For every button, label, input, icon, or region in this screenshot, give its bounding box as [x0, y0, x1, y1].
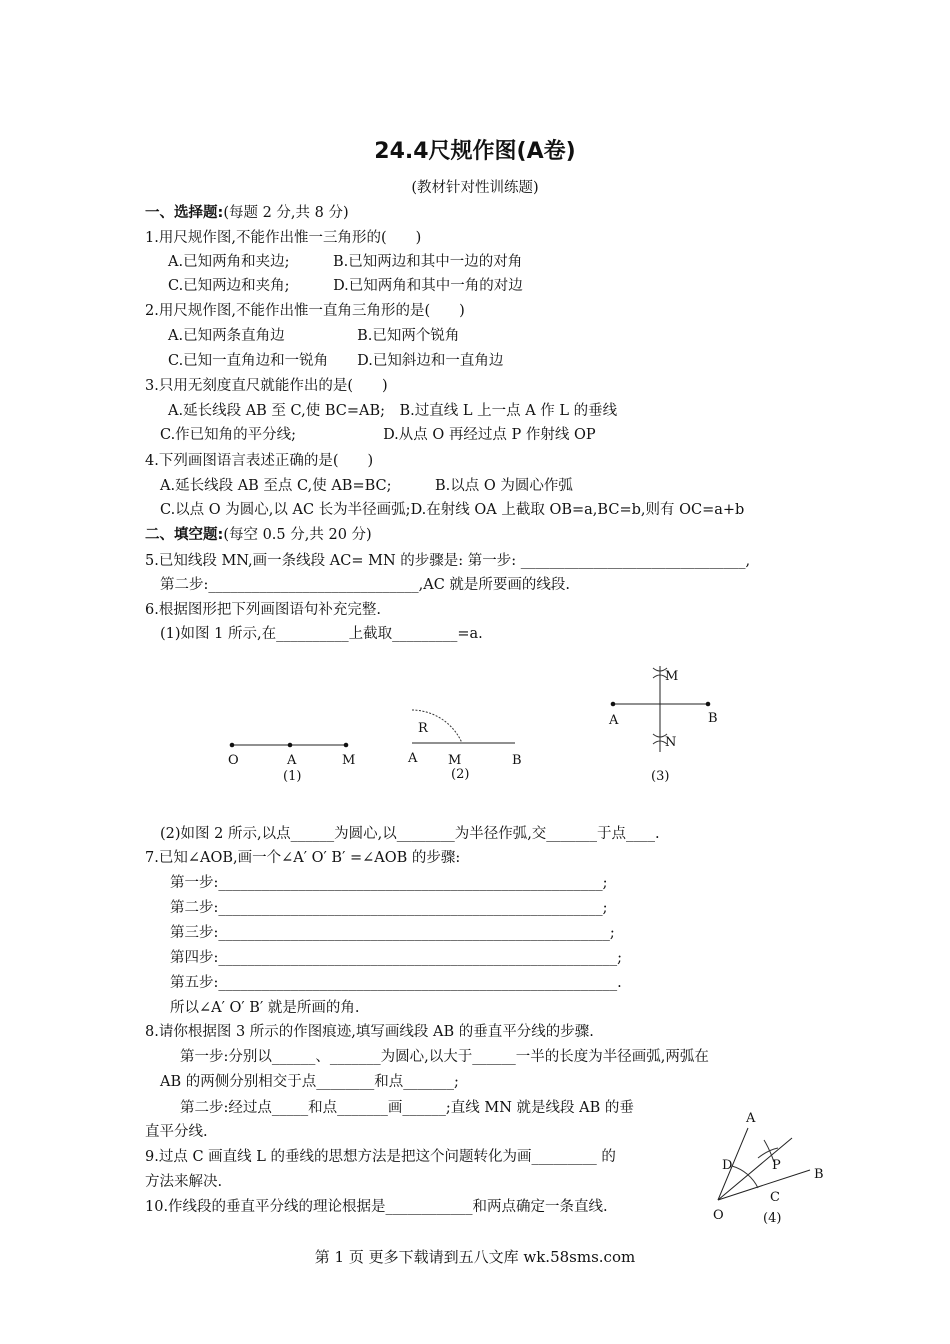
- q9-line2: 方法来解决.: [145, 1174, 223, 1190]
- q2-stem: 2.用尺规作图,不能作出惟一直角三角形的是( ): [145, 303, 465, 319]
- q4-options-row1: A.延长线段 AB 至点 C,使 AB=BC; B.以点 O 为圆心作弧: [160, 478, 573, 494]
- fig2-label-a: A: [408, 751, 418, 766]
- q2-options-row1: A.已知两条直角边 B.已知两个锐角: [168, 328, 460, 344]
- fig1-caption: (1): [283, 769, 302, 784]
- fig2-caption: (2): [451, 767, 470, 782]
- q7-step5: 第五步:_______________________________________________________.: [170, 975, 622, 991]
- q5-line2: 第二步:_____________________________,AC 就是所要画的线段.: [160, 577, 571, 593]
- page-footer: 第 1 页 更多下载请到五八文库 wk.58sms.com: [314, 1248, 636, 1266]
- fig3-label-b: B: [708, 711, 718, 726]
- fig4-label-a: A: [746, 1111, 756, 1126]
- q3-options-row1: A.延长线段 AB 至 C,使 BC=AB; B.过直线 L 上一点 A 作 L 的垂线: [168, 403, 618, 419]
- figure-4: [713, 1111, 824, 1226]
- q10-line1: 10.作线段的垂直平分线的理论根据是____________和两点确定一条直线.: [145, 1199, 608, 1215]
- q3-stem: 3.只用无刻度直尺就能作出的是( ): [145, 378, 388, 394]
- fig1-point-o: [230, 743, 235, 748]
- q8-step1-line1: 第一步:分别以______、_______为圆心,以大于______一半的长度为半径画弧,两弧在: [180, 1049, 709, 1065]
- q1-stem: 1.用尺规作图,不能作出惟一三角形的( ): [145, 230, 422, 246]
- q7-stem: 7.已知∠AOB,画一个∠A′ O′ B′ =∠AOB 的步骤:: [145, 850, 461, 866]
- fig4-label-o: O: [713, 1208, 724, 1223]
- q5-line1: 5.已知线段 MN,画一条线段 AC= MN 的步骤是: 第一步: _______________________________,: [145, 553, 751, 569]
- q4-options-row2: C.以点 O 为圆心,以 AC 长为半径画弧;D.在射线 OA 上截取 OB=a,BC=b,则有 OC=a+b: [160, 502, 745, 518]
- fig3-label-a: A: [609, 713, 619, 728]
- page-title: 24.4尺规作图(A卷): [374, 139, 576, 164]
- figure-3: [608, 666, 718, 784]
- fig1-label-a: A: [287, 753, 297, 768]
- q8-step1-line2: AB 的两侧分别相交于点________和点_______;: [160, 1074, 459, 1090]
- figure-2: [407, 710, 522, 782]
- fig3-caption: (3): [651, 769, 670, 784]
- fig1-point-m: [344, 743, 349, 748]
- fig4-ray-ob: [718, 1170, 810, 1200]
- fig2-label-b: B: [512, 753, 522, 768]
- q7-step3: 第三步:______________________________________________________;: [170, 925, 615, 941]
- section2-heading: 二、填空题:: [145, 527, 224, 543]
- q6-stem: 6.根据图形把下列画图语句补充完整.: [145, 602, 381, 618]
- q2-options-row2: C.已知一直角边和一锐角 D.已知斜边和一直角边: [168, 353, 504, 369]
- fig4-arc-p1: [758, 1148, 778, 1158]
- q8-step2-line1: 第二步:经过点_____和点_______画______;直线 MN 就是线段 AB 的垂: [180, 1100, 634, 1116]
- fig3-point-a: [611, 702, 616, 707]
- section1-heading: 一、选择题:: [145, 205, 224, 221]
- q8-step2-line2: 直平分线.: [145, 1124, 208, 1140]
- q3-options-row2: C.作已知角的平分线; D.从点 O 再经过点 P 作射线 OP: [160, 427, 596, 443]
- fig4-label-p: P: [772, 1158, 781, 1173]
- fig2-label-m: M: [448, 753, 462, 768]
- q1-options-row2: C.已知两边和夹角; D.已知两角和其中一角的对边: [168, 278, 523, 294]
- q9-line1: 9.过点 C 画直线 L 的垂线的思想方法是把这个问题转化为画_________ 的: [145, 1149, 616, 1165]
- q6-part2: (2)如图 2 所示,以点______为圆心,以________为半径作弧,交_______于点____.: [160, 826, 660, 842]
- q4-stem: 4.下列画图语言表述正确的是( ): [145, 453, 374, 469]
- fig4-caption: (4): [763, 1211, 782, 1226]
- q1-options-row1: A.已知两角和夹边; B.已知两边和其中一边的对角: [168, 254, 523, 270]
- fig1-point-a: [288, 743, 293, 748]
- section1-note: (每题 2 分,共 8 分): [223, 205, 349, 221]
- q7-step4: 第四步:_______________________________________________________;: [170, 950, 623, 966]
- fig4-label-b: B: [814, 1167, 824, 1182]
- q7-step2: 第二步:_____________________________________________________;: [170, 900, 608, 916]
- fig1-label-m: M: [342, 753, 356, 768]
- fig3-point-b: [706, 702, 711, 707]
- fig1-label-o: O: [228, 753, 239, 768]
- q7-conclusion: 所以∠A′ O′ B′ 就是所画的角.: [170, 1000, 360, 1016]
- q7-step1: 第一步:_____________________________________________________;: [170, 875, 608, 891]
- section2-note: (每空 0.5 分,共 20 分): [223, 527, 372, 543]
- figure-1: [228, 743, 355, 784]
- fig3-label-n: N: [665, 735, 677, 750]
- fig2-label-r: R: [418, 721, 428, 736]
- page-subtitle: (教材针对性训练题): [411, 180, 539, 196]
- fig4-label-c: C: [770, 1190, 780, 1205]
- q8-stem: 8.请你根据图 3 所示的作图痕迹,填写画线段 AB 的垂直平分线的步骤.: [145, 1024, 594, 1040]
- fig4-label-d: D: [722, 1158, 733, 1173]
- fig3-label-m: M: [665, 669, 679, 684]
- q6-part1: (1)如图 1 所示,在__________上截取_________=a.: [160, 626, 483, 642]
